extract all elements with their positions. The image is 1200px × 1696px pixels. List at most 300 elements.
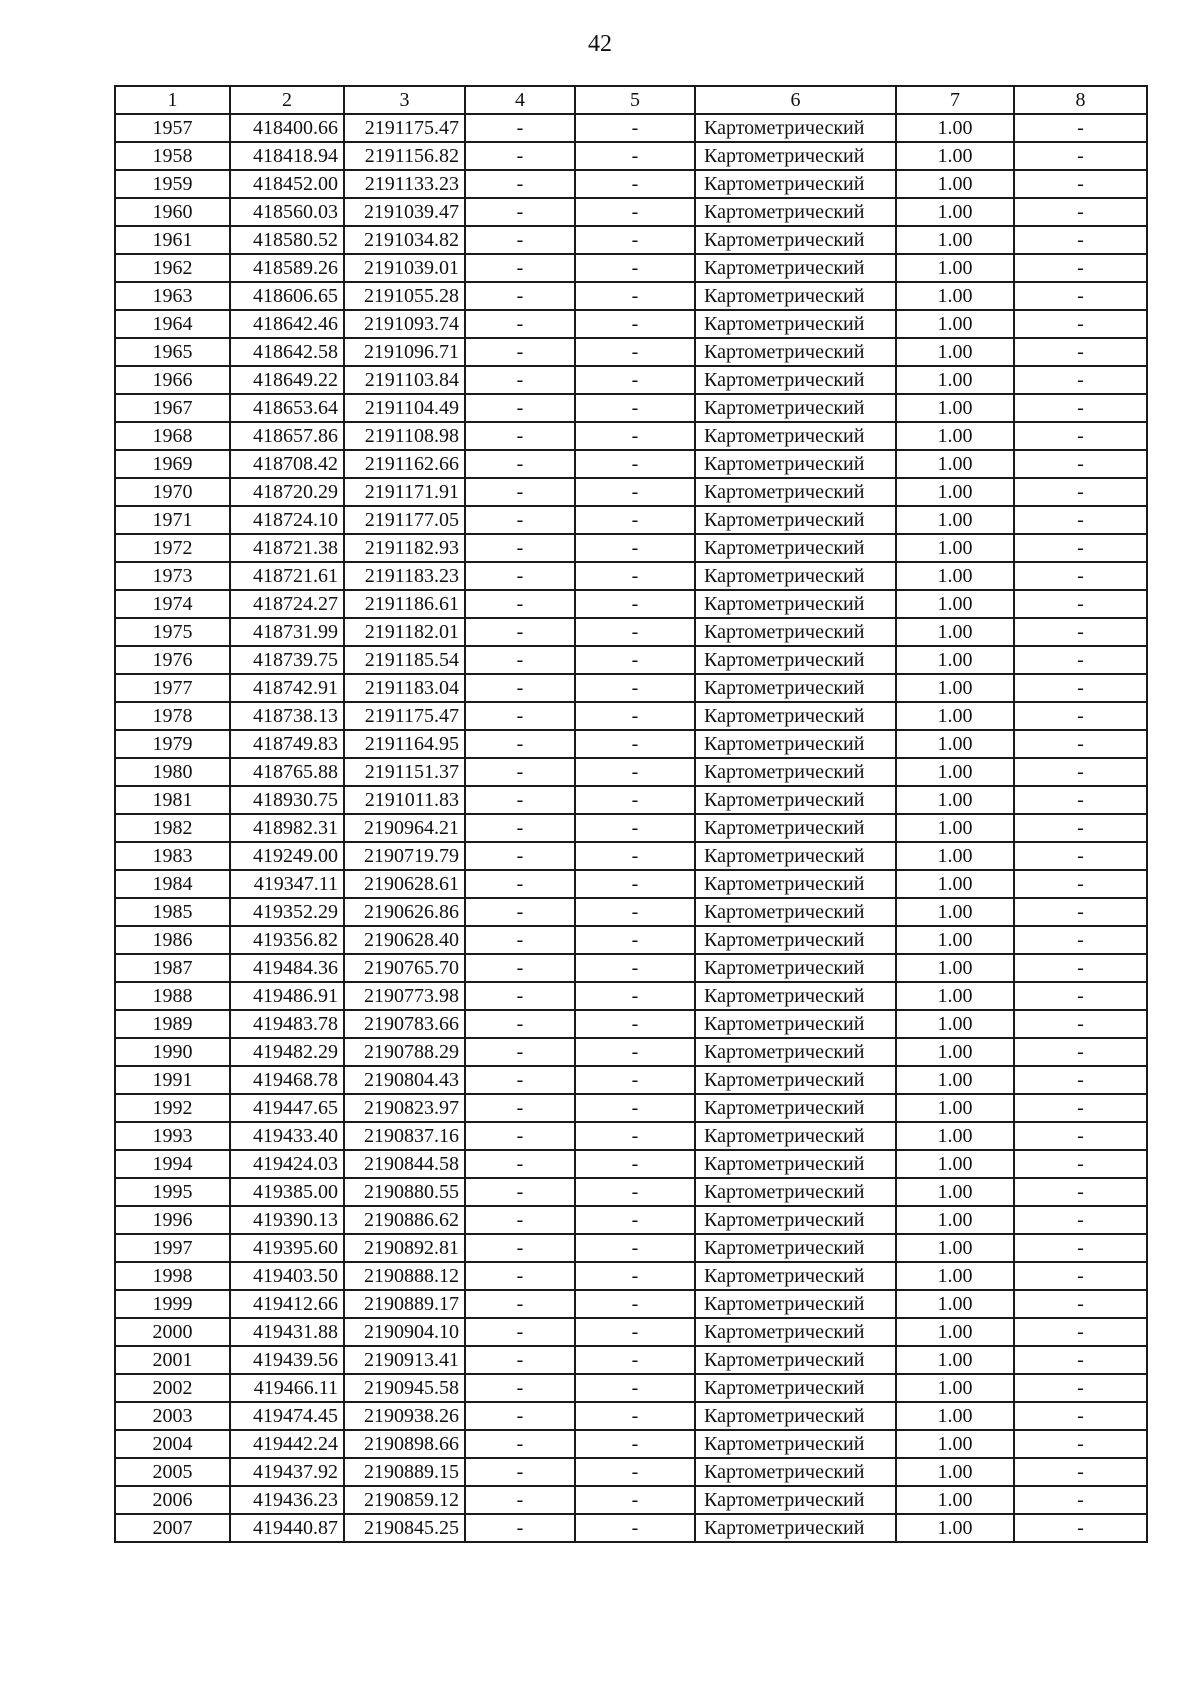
cell-coord-y: 2190938.26 <box>344 1402 465 1430</box>
cell-coord-x: 419482.29 <box>230 1038 344 1066</box>
cell-point-number: 1971 <box>115 506 230 534</box>
cell-col-4: - <box>465 170 575 198</box>
cell-accuracy: 1.00 <box>896 1150 1014 1178</box>
cell-col-8: - <box>1014 226 1147 254</box>
cell-coord-y: 2191175.47 <box>344 114 465 142</box>
cell-col-8: - <box>1014 366 1147 394</box>
cell-col-8: - <box>1014 926 1147 954</box>
cell-col-8: - <box>1014 1234 1147 1262</box>
table-row <box>115 282 1147 310</box>
cell-coord-y: 2191183.04 <box>344 674 465 702</box>
cell-col-8: - <box>1014 702 1147 730</box>
cell-col-5: - <box>575 1430 695 1458</box>
cell-col-4: - <box>465 142 575 170</box>
cell-coord-x: 418721.38 <box>230 534 344 562</box>
cell-col-4: - <box>465 198 575 226</box>
cell-col-8: - <box>1014 1038 1147 1066</box>
cell-col-5: - <box>575 618 695 646</box>
cell-col-4: - <box>465 786 575 814</box>
cell-col-8: - <box>1014 450 1147 478</box>
cell-point-number: 1982 <box>115 814 230 842</box>
cell-method: Картометрический <box>695 254 896 282</box>
cell-coord-y: 2190886.62 <box>344 1206 465 1234</box>
column-header-5: 5 <box>575 86 695 114</box>
cell-point-number: 1958 <box>115 142 230 170</box>
cell-point-number: 1960 <box>115 198 230 226</box>
cell-col-4: - <box>465 254 575 282</box>
cell-col-5: - <box>575 142 695 170</box>
cell-point-number: 1988 <box>115 982 230 1010</box>
cell-accuracy: 1.00 <box>896 394 1014 422</box>
cell-method: Картометрический <box>695 1038 896 1066</box>
cell-method: Картометрический <box>695 926 896 954</box>
cell-coord-y: 2191164.95 <box>344 730 465 758</box>
table-row <box>115 1486 1147 1514</box>
cell-accuracy: 1.00 <box>896 1514 1014 1542</box>
cell-method: Картометрический <box>695 1318 896 1346</box>
cell-coord-x: 418708.42 <box>230 450 344 478</box>
cell-coord-x: 418657.86 <box>230 422 344 450</box>
cell-col-4: - <box>465 114 575 142</box>
cell-coord-x: 418642.58 <box>230 338 344 366</box>
cell-accuracy: 1.00 <box>896 562 1014 590</box>
cell-col-8: - <box>1014 1430 1147 1458</box>
cell-col-8: - <box>1014 674 1147 702</box>
table-row <box>115 142 1147 170</box>
cell-col-5: - <box>575 1374 695 1402</box>
cell-accuracy: 1.00 <box>896 786 1014 814</box>
cell-col-8: - <box>1014 758 1147 786</box>
cell-coord-x: 419412.66 <box>230 1290 344 1318</box>
cell-coord-x: 418724.27 <box>230 590 344 618</box>
table-row <box>115 198 1147 226</box>
cell-accuracy: 1.00 <box>896 814 1014 842</box>
cell-point-number: 1991 <box>115 1066 230 1094</box>
table-row <box>115 842 1147 870</box>
table-row <box>115 310 1147 338</box>
cell-coord-x: 419436.23 <box>230 1486 344 1514</box>
table-row <box>115 1178 1147 1206</box>
cell-point-number: 2005 <box>115 1458 230 1486</box>
cell-col-4: - <box>465 1206 575 1234</box>
cell-col-4: - <box>465 394 575 422</box>
cell-method: Картометрический <box>695 1066 896 1094</box>
cell-accuracy: 1.00 <box>896 478 1014 506</box>
cell-col-5: - <box>575 1346 695 1374</box>
cell-coord-x: 418400.66 <box>230 114 344 142</box>
table-row <box>115 170 1147 198</box>
cell-col-5: - <box>575 954 695 982</box>
cell-accuracy: 1.00 <box>896 1290 1014 1318</box>
cell-coord-y: 2191171.91 <box>344 478 465 506</box>
table-row <box>115 1402 1147 1430</box>
cell-method: Картометрический <box>695 1178 896 1206</box>
cell-col-8: - <box>1014 1374 1147 1402</box>
table-row <box>115 926 1147 954</box>
cell-accuracy: 1.00 <box>896 226 1014 254</box>
table-row <box>115 1346 1147 1374</box>
cell-col-8: - <box>1014 730 1147 758</box>
cell-col-8: - <box>1014 478 1147 506</box>
cell-accuracy: 1.00 <box>896 1038 1014 1066</box>
cell-coord-y: 2191185.54 <box>344 646 465 674</box>
cell-col-8: - <box>1014 170 1147 198</box>
cell-col-4: - <box>465 758 575 786</box>
cell-col-4: - <box>465 310 575 338</box>
cell-coord-y: 2190880.55 <box>344 1178 465 1206</box>
table-header-row <box>115 86 1147 114</box>
cell-col-4: - <box>465 534 575 562</box>
cell-col-4: - <box>465 282 575 310</box>
cell-col-5: - <box>575 1010 695 1038</box>
cell-point-number: 2003 <box>115 1402 230 1430</box>
cell-col-4: - <box>465 1374 575 1402</box>
cell-method: Картометрический <box>695 170 896 198</box>
cell-method: Картометрический <box>695 786 896 814</box>
cell-method: Картометрический <box>695 898 896 926</box>
cell-col-4: - <box>465 702 575 730</box>
cell-col-5: - <box>575 870 695 898</box>
cell-col-8: - <box>1014 198 1147 226</box>
cell-point-number: 1994 <box>115 1150 230 1178</box>
cell-method: Картометрический <box>695 702 896 730</box>
cell-coord-y: 2190783.66 <box>344 1010 465 1038</box>
cell-accuracy: 1.00 <box>896 506 1014 534</box>
cell-accuracy: 1.00 <box>896 114 1014 142</box>
cell-col-8: - <box>1014 1178 1147 1206</box>
cell-col-5: - <box>575 1318 695 1346</box>
cell-coord-y: 2191186.61 <box>344 590 465 618</box>
cell-point-number: 1990 <box>115 1038 230 1066</box>
cell-method: Картометрический <box>695 618 896 646</box>
cell-method: Картометрический <box>695 842 896 870</box>
cell-col-8: - <box>1014 254 1147 282</box>
cell-col-4: - <box>465 450 575 478</box>
cell-col-5: - <box>575 1290 695 1318</box>
cell-method: Картометрический <box>695 310 896 338</box>
cell-coord-y: 2191133.23 <box>344 170 465 198</box>
cell-col-4: - <box>465 618 575 646</box>
cell-coord-y: 2190844.58 <box>344 1150 465 1178</box>
cell-accuracy: 1.00 <box>896 1234 1014 1262</box>
cell-col-8: - <box>1014 1010 1147 1038</box>
cell-coord-x: 418418.94 <box>230 142 344 170</box>
cell-method: Картометрический <box>695 870 896 898</box>
table-row <box>115 674 1147 702</box>
cell-col-8: - <box>1014 1402 1147 1430</box>
cell-coord-y: 2190788.29 <box>344 1038 465 1066</box>
cell-accuracy: 1.00 <box>896 1430 1014 1458</box>
column-header-7: 7 <box>896 86 1014 114</box>
cell-method: Картометрический <box>695 1206 896 1234</box>
cell-coord-y: 2190837.16 <box>344 1122 465 1150</box>
cell-accuracy: 1.00 <box>896 338 1014 366</box>
cell-method: Картометрический <box>695 506 896 534</box>
table-row <box>115 1206 1147 1234</box>
cell-coord-x: 419395.60 <box>230 1234 344 1262</box>
cell-point-number: 1992 <box>115 1094 230 1122</box>
cell-coord-x: 418724.10 <box>230 506 344 534</box>
cell-point-number: 2006 <box>115 1486 230 1514</box>
cell-col-8: - <box>1014 814 1147 842</box>
cell-col-5: - <box>575 702 695 730</box>
cell-col-5: - <box>575 814 695 842</box>
cell-accuracy: 1.00 <box>896 758 1014 786</box>
cell-accuracy: 1.00 <box>896 170 1014 198</box>
cell-coord-y: 2190628.61 <box>344 870 465 898</box>
cell-col-5: - <box>575 422 695 450</box>
cell-col-4: - <box>465 506 575 534</box>
cell-method: Картометрический <box>695 422 896 450</box>
cell-col-4: - <box>465 1318 575 1346</box>
cell-col-5: - <box>575 1514 695 1542</box>
cell-coord-y: 2191182.01 <box>344 618 465 646</box>
cell-col-5: - <box>575 646 695 674</box>
cell-coord-y: 2190964.21 <box>344 814 465 842</box>
table-row <box>115 1150 1147 1178</box>
cell-coord-y: 2191175.47 <box>344 702 465 730</box>
cell-coord-y: 2191108.98 <box>344 422 465 450</box>
cell-coord-x: 418930.75 <box>230 786 344 814</box>
table-row <box>115 534 1147 562</box>
cell-coord-x: 418589.26 <box>230 254 344 282</box>
cell-col-5: - <box>575 1206 695 1234</box>
cell-col-5: - <box>575 590 695 618</box>
cell-coord-y: 2190889.15 <box>344 1458 465 1486</box>
cell-method: Картометрический <box>695 590 896 618</box>
cell-coord-y: 2191103.84 <box>344 366 465 394</box>
cell-coord-y: 2190719.79 <box>344 842 465 870</box>
cell-method: Картометрический <box>695 1010 896 1038</box>
cell-col-8: - <box>1014 310 1147 338</box>
cell-method: Картометрический <box>695 1290 896 1318</box>
cell-point-number: 1979 <box>115 730 230 758</box>
cell-method: Картометрический <box>695 114 896 142</box>
cell-col-8: - <box>1014 870 1147 898</box>
column-header-8: 8 <box>1014 86 1147 114</box>
cell-coord-y: 2190898.66 <box>344 1430 465 1458</box>
table-row <box>115 702 1147 730</box>
cell-col-4: - <box>465 814 575 842</box>
cell-coord-y: 2191156.82 <box>344 142 465 170</box>
cell-col-8: - <box>1014 590 1147 618</box>
cell-method: Картометрический <box>695 478 896 506</box>
cell-coord-y: 2190945.58 <box>344 1374 465 1402</box>
cell-accuracy: 1.00 <box>896 674 1014 702</box>
cell-coord-x: 418749.83 <box>230 730 344 758</box>
cell-col-4: - <box>465 1038 575 1066</box>
cell-col-8: - <box>1014 898 1147 926</box>
cell-method: Картометрический <box>695 1374 896 1402</box>
cell-method: Картометрический <box>695 730 896 758</box>
table-row <box>115 394 1147 422</box>
cell-point-number: 1983 <box>115 842 230 870</box>
cell-accuracy: 1.00 <box>896 646 1014 674</box>
cell-coord-y: 2190804.43 <box>344 1066 465 1094</box>
cell-col-5: - <box>575 1402 695 1430</box>
table-row <box>115 1430 1147 1458</box>
coordinates-table <box>114 85 1148 1543</box>
cell-point-number: 1998 <box>115 1262 230 1290</box>
cell-accuracy: 1.00 <box>896 1206 1014 1234</box>
table-row <box>115 422 1147 450</box>
table-row <box>115 618 1147 646</box>
cell-coord-y: 2190765.70 <box>344 954 465 982</box>
cell-point-number: 1969 <box>115 450 230 478</box>
cell-accuracy: 1.00 <box>896 1374 1014 1402</box>
cell-col-5: - <box>575 338 695 366</box>
cell-coord-x: 418738.13 <box>230 702 344 730</box>
cell-accuracy: 1.00 <box>896 982 1014 1010</box>
cell-accuracy: 1.00 <box>896 618 1014 646</box>
cell-coord-x: 418731.99 <box>230 618 344 646</box>
table-row <box>115 114 1147 142</box>
cell-col-4: - <box>465 422 575 450</box>
cell-col-5: - <box>575 394 695 422</box>
cell-point-number: 1962 <box>115 254 230 282</box>
cell-col-5: - <box>575 254 695 282</box>
cell-method: Картометрический <box>695 1514 896 1542</box>
cell-point-number: 1973 <box>115 562 230 590</box>
cell-col-4: - <box>465 1122 575 1150</box>
cell-point-number: 1981 <box>115 786 230 814</box>
cell-coord-x: 419352.29 <box>230 898 344 926</box>
cell-method: Картометрический <box>695 1122 896 1150</box>
cell-coord-x: 419439.56 <box>230 1346 344 1374</box>
cell-col-5: - <box>575 758 695 786</box>
cell-col-4: - <box>465 1430 575 1458</box>
column-header-1: 1 <box>115 86 230 114</box>
cell-method: Картометрический <box>695 1150 896 1178</box>
cell-col-8: - <box>1014 982 1147 1010</box>
cell-coord-x: 418560.03 <box>230 198 344 226</box>
column-header-3: 3 <box>344 86 465 114</box>
cell-point-number: 1987 <box>115 954 230 982</box>
table-row <box>115 1066 1147 1094</box>
cell-col-8: - <box>1014 786 1147 814</box>
cell-method: Картометрический <box>695 1346 896 1374</box>
cell-accuracy: 1.00 <box>896 1486 1014 1514</box>
cell-method: Картометрический <box>695 450 896 478</box>
cell-accuracy: 1.00 <box>896 422 1014 450</box>
cell-method: Картометрический <box>695 674 896 702</box>
cell-coord-y: 2191151.37 <box>344 758 465 786</box>
cell-point-number: 2007 <box>115 1514 230 1542</box>
cell-col-5: - <box>575 1122 695 1150</box>
cell-col-8: - <box>1014 394 1147 422</box>
cell-col-5: - <box>575 562 695 590</box>
cell-col-4: - <box>465 1402 575 1430</box>
cell-coord-y: 2191039.01 <box>344 254 465 282</box>
cell-coord-x: 418765.88 <box>230 758 344 786</box>
cell-method: Картометрический <box>695 1458 896 1486</box>
cell-col-8: - <box>1014 422 1147 450</box>
cell-accuracy: 1.00 <box>896 450 1014 478</box>
cell-col-5: - <box>575 1486 695 1514</box>
cell-coord-x: 419347.11 <box>230 870 344 898</box>
cell-point-number: 1996 <box>115 1206 230 1234</box>
cell-col-4: - <box>465 1066 575 1094</box>
cell-coord-x: 419403.50 <box>230 1262 344 1290</box>
cell-point-number: 1963 <box>115 282 230 310</box>
table-row <box>115 590 1147 618</box>
table-row <box>115 1262 1147 1290</box>
cell-col-4: - <box>465 226 575 254</box>
cell-col-4: - <box>465 338 575 366</box>
table-row <box>115 730 1147 758</box>
cell-accuracy: 1.00 <box>896 142 1014 170</box>
cell-point-number: 1984 <box>115 870 230 898</box>
cell-col-5: - <box>575 1234 695 1262</box>
cell-coord-x: 419431.88 <box>230 1318 344 1346</box>
cell-col-8: - <box>1014 562 1147 590</box>
cell-accuracy: 1.00 <box>896 282 1014 310</box>
cell-coord-y: 2190892.81 <box>344 1234 465 1262</box>
cell-col-4: - <box>465 898 575 926</box>
cell-point-number: 1985 <box>115 898 230 926</box>
cell-col-4: - <box>465 1290 575 1318</box>
cell-coord-y: 2191055.28 <box>344 282 465 310</box>
cell-coord-x: 419468.78 <box>230 1066 344 1094</box>
cell-col-4: - <box>465 730 575 758</box>
cell-col-8: - <box>1014 1458 1147 1486</box>
cell-method: Картометрический <box>695 814 896 842</box>
cell-col-4: - <box>465 842 575 870</box>
cell-coord-x: 418739.75 <box>230 646 344 674</box>
cell-col-4: - <box>465 870 575 898</box>
cell-coord-y: 2191183.23 <box>344 562 465 590</box>
cell-method: Картометрический <box>695 758 896 786</box>
table-row <box>115 814 1147 842</box>
table-row <box>115 1318 1147 1346</box>
cell-coord-x: 419390.13 <box>230 1206 344 1234</box>
cell-coord-y: 2190888.12 <box>344 1262 465 1290</box>
cell-point-number: 1968 <box>115 422 230 450</box>
table-row <box>115 1374 1147 1402</box>
table-row <box>115 478 1147 506</box>
cell-accuracy: 1.00 <box>896 842 1014 870</box>
table-row <box>115 1514 1147 1542</box>
cell-col-4: - <box>465 1150 575 1178</box>
cell-col-4: - <box>465 562 575 590</box>
cell-method: Картометрический <box>695 282 896 310</box>
cell-point-number: 1970 <box>115 478 230 506</box>
cell-col-5: - <box>575 1066 695 1094</box>
cell-col-5: - <box>575 730 695 758</box>
table-row <box>115 366 1147 394</box>
cell-col-5: - <box>575 898 695 926</box>
cell-coord-x: 419483.78 <box>230 1010 344 1038</box>
cell-coord-x: 418720.29 <box>230 478 344 506</box>
cell-method: Картометрический <box>695 1430 896 1458</box>
cell-coord-y: 2191096.71 <box>344 338 465 366</box>
cell-col-5: - <box>575 1094 695 1122</box>
cell-accuracy: 1.00 <box>896 954 1014 982</box>
column-header-6: 6 <box>695 86 896 114</box>
cell-col-8: - <box>1014 1262 1147 1290</box>
cell-point-number: 1957 <box>115 114 230 142</box>
cell-col-4: - <box>465 982 575 1010</box>
cell-coord-x: 419385.00 <box>230 1178 344 1206</box>
cell-col-8: - <box>1014 1066 1147 1094</box>
cell-col-4: - <box>465 590 575 618</box>
cell-coord-x: 418580.52 <box>230 226 344 254</box>
cell-coord-x: 418649.22 <box>230 366 344 394</box>
cell-col-4: - <box>465 646 575 674</box>
cell-coord-y: 2190845.25 <box>344 1514 465 1542</box>
cell-col-5: - <box>575 1038 695 1066</box>
cell-accuracy: 1.00 <box>896 1262 1014 1290</box>
